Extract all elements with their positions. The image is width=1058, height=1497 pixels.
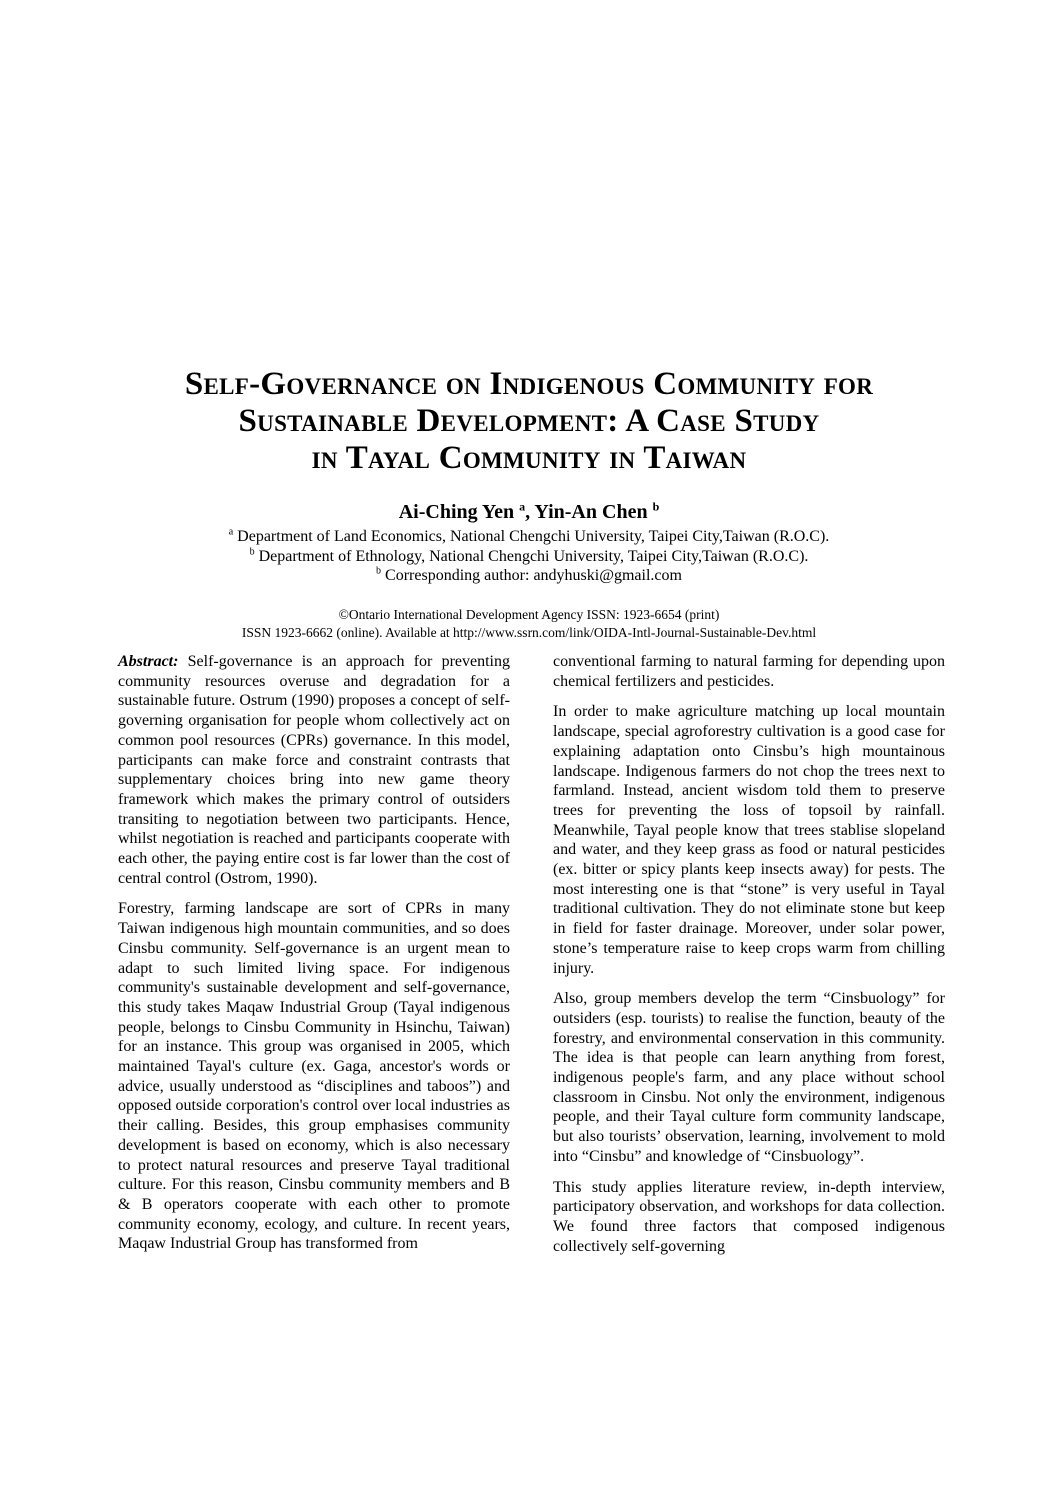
- abstract-paragraph-6: This study applies literature review, in-depth interview, participatory observation, and workshops for data collection. We found three factors that composed indigenous collectively self-governing: [553, 1178, 945, 1255]
- author-name-2: Yin-An Chen: [534, 501, 653, 523]
- abstract-paragraph-5: Also, group members develop the term “Cinsbuology” for outsiders (esp. tourists) to realise the function, beauty of the forestry, and environmental conservation in this community. The idea is that people can learn anything from forest, indigenous people's farm, and any place without school classroom in Cinsbu. Not only the environment, indigenous people, and their Tayal culture form community landscape, but also tourists’ observation, learning, involvement to mold into “Cinsbu” and knowledge of “Cinsbuology”.: [553, 990, 945, 1165]
- issn-print-line: ©Ontario International Development Agency ISSN: 1923-6654 (print): [338, 607, 720, 622]
- abstract-paragraph: [118, 652, 510, 888]
- author-line: [29, 500, 1029, 525]
- affiliation-text: Department of Ethnology, National Chengchi University, Taipei City,Taiwan (R.O.C).: [254, 547, 809, 565]
- paper-title-line-3: in Tayal Community in Taiwan: [311, 440, 747, 476]
- affiliation-mark: b: [249, 546, 255, 558]
- affiliation-mark: a: [228, 526, 234, 538]
- affiliation-line: [29, 527, 1029, 547]
- issn-online-line: ISSN 1923-6662 (online). Available at http://www.ssrn.com/link/OIDA-Intl-Journal-Sustainable-Dev.html: [241, 625, 817, 640]
- abstract-paragraph-4: In order to make agriculture matching up local mountain landscape, special agroforestry cultivation is a good case for explaining adaptation onto Cinsbu’s high mountainous landscape. Indigenous farmers do not chop the trees next to farmland. Instead, ancient wisdom told them to preserve trees for preventing the loss of topsoil by rainfall. Meanwhile, Tayal people know that trees stablise slopeland and water, and they keep grass as food or natural pesticides (ex. bitter or spicy plants keep insects away) for pests. The most interesting one is that “stone” is very useful in Tayal traditional cultivation. They do not eliminate stone but keep in field for faster drainage. Moreover, under solar power, stone’s temperature raise to keep crops warm from chilling injury.: [553, 703, 945, 977]
- abstract-paragraph-3: conventional farming to natural farming for depending upon chemical fertilizers and pesticides.: [553, 653, 945, 690]
- abstract-label: Abstract:: [118, 653, 179, 670]
- author-separator: ,: [525, 501, 535, 523]
- affiliation-line: [29, 547, 1029, 567]
- corresponding-author-text: Corresponding author: andyhuski@gmail.com: [381, 567, 682, 584]
- corresponding-author-line: [29, 566, 1029, 586]
- paper-title: [29, 366, 1029, 477]
- affiliation-text: Department of Land Economics, National Chengchi University, Taipei City,Taiwan (R.O.C).: [233, 528, 830, 545]
- paper-title-line-2: Sustainable Development: A Case Study: [238, 403, 820, 439]
- publisher-issn-block: [29, 606, 1029, 642]
- author-1-affiliation-mark: a: [519, 499, 526, 514]
- abstract-paragraph-2: Forestry, farming landscape are sort of CPRs in many Taiwan indigenous high mountain communities, and so does Cinsbu community. Self-governance is an urgent mean to adapt to such limited living space. For indigenous community's sustainable development and self-governance, this study takes Maqaw Industrial Group (Tayal indigenous people, belongs to Cinsbu Community in Hsinchu, Taiwan) for an instance. This group was organised in 2005, which maintained Tayal's culture (ex. Gaga, ancestor's words or advice, usually understood as “disciplines and taboos”) and opposed outside corporation's control over local industries as their calling. Besides, this group emphasises community development is based on economy, which is also necessary to protect natural resources and preserve Tayal traditional culture. For this reason, Cinsbu community members and B & B operators cooperate with each other to promote community economy, ecology, and culture. In recent years, Maqaw Industrial Group has transformed from: [118, 900, 510, 1253]
- abstract-text: Self-governance is an approach for preventing community resources overuse and degradation for a sustainable future. Ostrum (1990) proposes a concept of self-governing organisation for people whom collectively act on common pool resources (CPRs) governance. In this model, participants can make force and constraint contrasts that supplementary choices bring into new game theory framework which makes the primary control of outsiders transiting to negotiation between two participants. Hence, whilst negotiation is reached and participants cooperate with each other, the paying entire cost is far lower than the cost of central control (Ostrom, 1990).: [118, 653, 510, 887]
- paper-title-line-1: Self-Governance on Indigenous Community for: [184, 366, 874, 402]
- author-name-1: Ai-Ching Yen: [398, 501, 520, 523]
- affiliation-mark: b: [376, 565, 382, 577]
- author-2-affiliation-mark: b: [652, 499, 660, 514]
- column-right: [553, 652, 945, 1267]
- column-left: [118, 652, 510, 1265]
- affiliations-block: [29, 527, 1029, 586]
